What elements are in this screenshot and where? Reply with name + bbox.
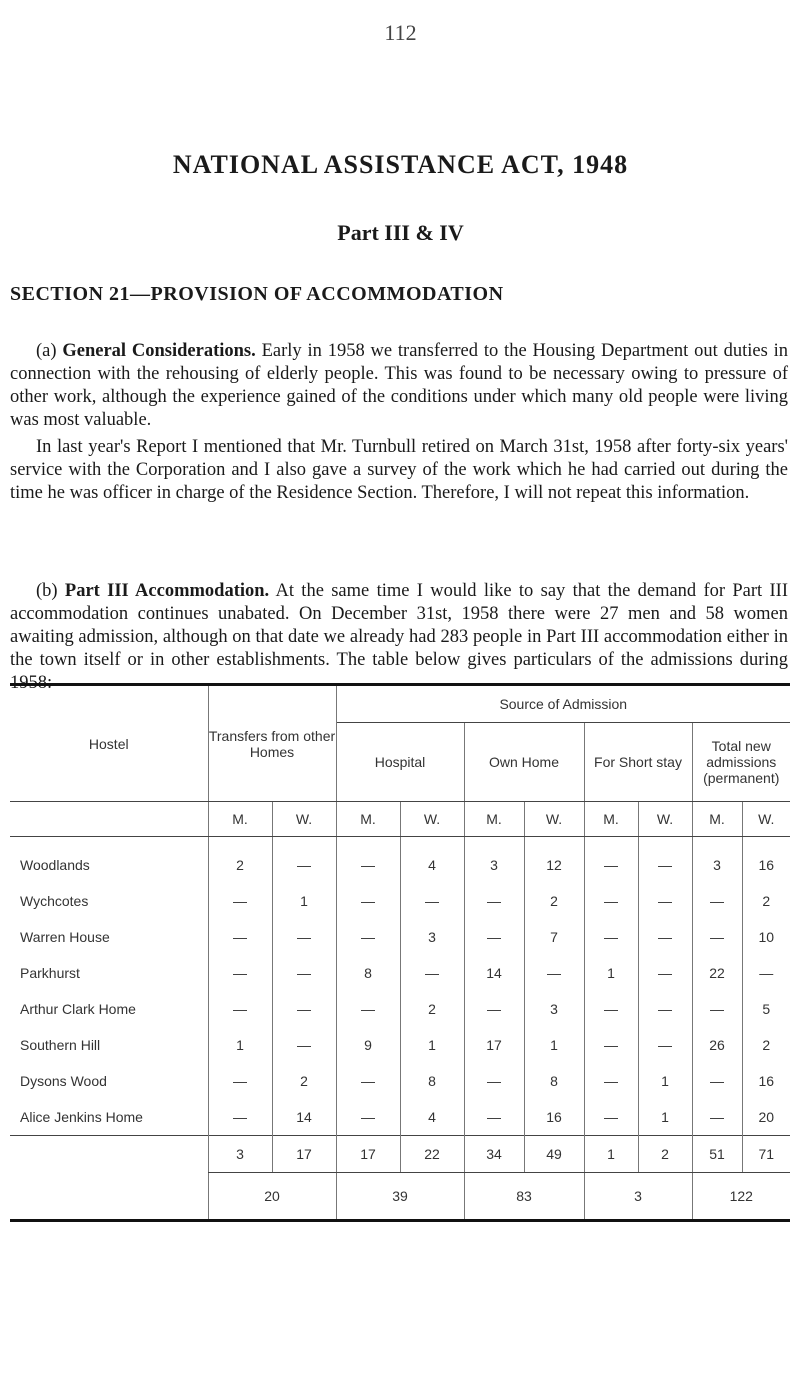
cell-value: 2 bbox=[524, 883, 584, 919]
cell-value: — bbox=[584, 1027, 638, 1063]
cell-value: — bbox=[584, 837, 638, 884]
total-value: 49 bbox=[524, 1136, 584, 1173]
hostel-name: Parkhurst bbox=[20, 965, 80, 981]
cell-value: — bbox=[208, 1063, 272, 1099]
paragraph-text: At the same time I would like to say that the demand for Part III accommodation continues unabated. On December 31st, 1958 there were 27 men and 58 women awaiting admission, although on that date we already had 283 people in Part III accommodation either in the town itself or in other establishments. The table below gives particulars of the admissions during 1958:— bbox=[10, 581, 788, 693]
grand-totals-row bbox=[10, 1173, 790, 1221]
table-row bbox=[10, 1063, 790, 1099]
page-number: 112 bbox=[384, 20, 417, 45]
table-row bbox=[10, 991, 790, 1027]
cell-value: 16 bbox=[524, 1099, 584, 1136]
cell-value: 16 bbox=[742, 837, 790, 884]
cell-value: 4 bbox=[400, 837, 464, 884]
cell-value: — bbox=[638, 883, 692, 919]
cell-value: — bbox=[336, 1063, 400, 1099]
subheader-m: M. bbox=[208, 802, 272, 837]
subheader-m: M. bbox=[464, 802, 524, 837]
cell-value: — bbox=[208, 919, 272, 955]
cell-value: — bbox=[464, 1099, 524, 1136]
hostel-name: Wychcotes bbox=[20, 893, 89, 909]
cell-value: — bbox=[336, 1099, 400, 1136]
header-hospital: Hospital bbox=[336, 723, 464, 802]
paragraph-text: Early in 1958 we transferred to the Housing Department out duties in connection with the rehousing of elderly people. This was found to be necessary owing to pressure of other work, although the experience gained of the conditions under which many old people were living was most valuable. bbox=[10, 341, 789, 430]
cell-value: 5 bbox=[742, 991, 790, 1027]
cell-value: — bbox=[208, 991, 272, 1027]
cell-value: — bbox=[584, 1063, 638, 1099]
total-value: 22 bbox=[400, 1136, 464, 1173]
cell-value: 1 bbox=[584, 955, 638, 991]
subheader-w: W. bbox=[272, 802, 336, 837]
cell-value: — bbox=[742, 955, 790, 991]
total-value: 2 bbox=[638, 1136, 692, 1173]
cell-value: — bbox=[584, 1099, 638, 1136]
header-own-home: Own Home bbox=[464, 723, 584, 802]
cell-value: — bbox=[464, 991, 524, 1027]
totals-blank bbox=[10, 1136, 208, 1173]
hostel-name: Warren House bbox=[20, 929, 110, 945]
total-value: 51 bbox=[692, 1136, 742, 1173]
cell-value: — bbox=[692, 883, 742, 919]
hostel-name: Southern Hill bbox=[20, 1037, 101, 1053]
grand-total-new-admissions: 122 bbox=[692, 1173, 790, 1221]
cell-value: — bbox=[336, 837, 400, 884]
cell-value: 14 bbox=[464, 955, 524, 991]
cell-value: — bbox=[336, 883, 400, 919]
table-row bbox=[10, 1099, 790, 1136]
subheader-w: W. bbox=[524, 802, 584, 837]
cell-value: 1 bbox=[638, 1099, 692, 1136]
cell-value: 3 bbox=[524, 991, 584, 1027]
cell-value: 12 bbox=[524, 837, 584, 884]
cell-value: — bbox=[272, 1027, 336, 1063]
cell-value: — bbox=[692, 1099, 742, 1136]
cell-value: 8 bbox=[524, 1063, 584, 1099]
cell-value: — bbox=[584, 991, 638, 1027]
cell-value: — bbox=[638, 837, 692, 884]
paragraph-marker: (b) bbox=[36, 581, 58, 601]
cell-value: — bbox=[464, 919, 524, 955]
cell-value: 1 bbox=[400, 1027, 464, 1063]
cell-value: 3 bbox=[692, 837, 742, 884]
table-row bbox=[10, 1027, 790, 1063]
header-total-new: Total new admissions (permanent) bbox=[692, 723, 790, 802]
cell-value: — bbox=[336, 919, 400, 955]
cell-value: — bbox=[638, 919, 692, 955]
cell-value: 1 bbox=[208, 1027, 272, 1063]
hostel-name: Arthur Clark Home bbox=[20, 1001, 136, 1017]
cell-value: 1 bbox=[272, 883, 336, 919]
cell-value: — bbox=[638, 955, 692, 991]
cell-value: 4 bbox=[400, 1099, 464, 1136]
cell-value: 20 bbox=[742, 1099, 790, 1136]
cell-value: 2 bbox=[742, 883, 790, 919]
cell-value: 3 bbox=[464, 837, 524, 884]
cell-value: — bbox=[638, 1027, 692, 1063]
cell-value: 1 bbox=[524, 1027, 584, 1063]
hostel-name: Dysons Wood bbox=[20, 1073, 107, 1089]
grand-total-transfers: 20 bbox=[208, 1173, 336, 1221]
cell-value: — bbox=[208, 883, 272, 919]
cell-value: 2 bbox=[208, 837, 272, 884]
cell-value: 2 bbox=[742, 1027, 790, 1063]
cell-value: — bbox=[272, 919, 336, 955]
cell-value: — bbox=[692, 1063, 742, 1099]
cell-value: 2 bbox=[272, 1063, 336, 1099]
paragraph-last-years-report bbox=[10, 436, 788, 505]
cell-value: — bbox=[638, 991, 692, 1027]
total-value: 17 bbox=[336, 1136, 400, 1173]
cell-value: — bbox=[336, 991, 400, 1027]
hostel-name: Alice Jenkins Home bbox=[20, 1109, 143, 1125]
cell-value: 7 bbox=[524, 919, 584, 955]
header-source-of-admission: Source of Admission bbox=[336, 685, 790, 723]
header-hostel: Hostel bbox=[10, 685, 208, 802]
paragraph-marker: (a) bbox=[36, 341, 57, 361]
page-subtitle: Part III & IV bbox=[337, 220, 464, 245]
cell-value: — bbox=[208, 1099, 272, 1136]
section-heading: SECTION 21—PROVISION OF ACCOMMODATION bbox=[10, 283, 504, 305]
cell-value: 2 bbox=[400, 991, 464, 1027]
subheader-m: M. bbox=[336, 802, 400, 837]
header-short-stay: For Short stay bbox=[584, 723, 692, 802]
subheader-w: W. bbox=[400, 802, 464, 837]
grand-blank bbox=[10, 1173, 208, 1221]
total-value: 17 bbox=[272, 1136, 336, 1173]
cell-value: — bbox=[692, 919, 742, 955]
grand-total-hospital: 39 bbox=[336, 1173, 464, 1221]
cell-value: 16 bbox=[742, 1063, 790, 1099]
cell-value: 8 bbox=[400, 1063, 464, 1099]
paragraph-general-considerations bbox=[10, 340, 788, 432]
cell-value: 3 bbox=[400, 919, 464, 955]
cell-value: 1 bbox=[638, 1063, 692, 1099]
total-value: 71 bbox=[742, 1136, 790, 1173]
table-row bbox=[10, 883, 790, 919]
paragraph-text: In last year's Report I mentioned that Mr. Turnbull retired on March 31st, 1958 after forty-six years' service with the Corporation and I also gave a survey of the work which he had carried out during the time he was officer in charge of the Residence Section. Therefore, I will not repeat this information. bbox=[10, 437, 788, 503]
cell-value: 26 bbox=[692, 1027, 742, 1063]
subheader-m: M. bbox=[584, 802, 638, 837]
cell-value: — bbox=[272, 991, 336, 1027]
cell-value: — bbox=[400, 883, 464, 919]
admissions-table bbox=[10, 683, 790, 1222]
table-row bbox=[10, 919, 790, 955]
header-transfers: Transfers from other Homes bbox=[208, 685, 336, 802]
grand-total-short-stay: 3 bbox=[584, 1173, 692, 1221]
hostel-name: Woodlands bbox=[20, 857, 90, 873]
grand-total-own-home: 83 bbox=[464, 1173, 584, 1221]
cell-value: — bbox=[584, 883, 638, 919]
total-value: 3 bbox=[208, 1136, 272, 1173]
cell-value: 17 bbox=[464, 1027, 524, 1063]
paragraph-heading: General Considerations. bbox=[62, 341, 256, 361]
cell-value: 8 bbox=[336, 955, 400, 991]
subheader-w: W. bbox=[638, 802, 692, 837]
cell-value: — bbox=[464, 1063, 524, 1099]
total-value: 34 bbox=[464, 1136, 524, 1173]
cell-value: — bbox=[208, 955, 272, 991]
cell-value: — bbox=[272, 837, 336, 884]
paragraph-part-iii-accommodation bbox=[10, 580, 788, 695]
subheader-m: M. bbox=[692, 802, 742, 837]
page-title: NATIONAL ASSISTANCE ACT, 1948 bbox=[172, 150, 629, 179]
header-blank bbox=[10, 802, 208, 837]
cell-value: — bbox=[584, 919, 638, 955]
paragraph-heading: Part III Accommodation. bbox=[64, 581, 270, 601]
table-row bbox=[10, 955, 790, 991]
cell-value: 10 bbox=[742, 919, 790, 955]
cell-value: — bbox=[692, 991, 742, 1027]
cell-value: — bbox=[400, 955, 464, 991]
cell-value: 22 bbox=[692, 955, 742, 991]
table-row bbox=[10, 837, 790, 884]
cell-value: 9 bbox=[336, 1027, 400, 1063]
cell-value: — bbox=[272, 955, 336, 991]
cell-value: — bbox=[464, 883, 524, 919]
subheader-w: W. bbox=[742, 802, 790, 837]
total-value: 1 bbox=[584, 1136, 638, 1173]
cell-value: 14 bbox=[272, 1099, 336, 1136]
totals-row bbox=[10, 1136, 790, 1173]
cell-value: — bbox=[524, 955, 584, 991]
